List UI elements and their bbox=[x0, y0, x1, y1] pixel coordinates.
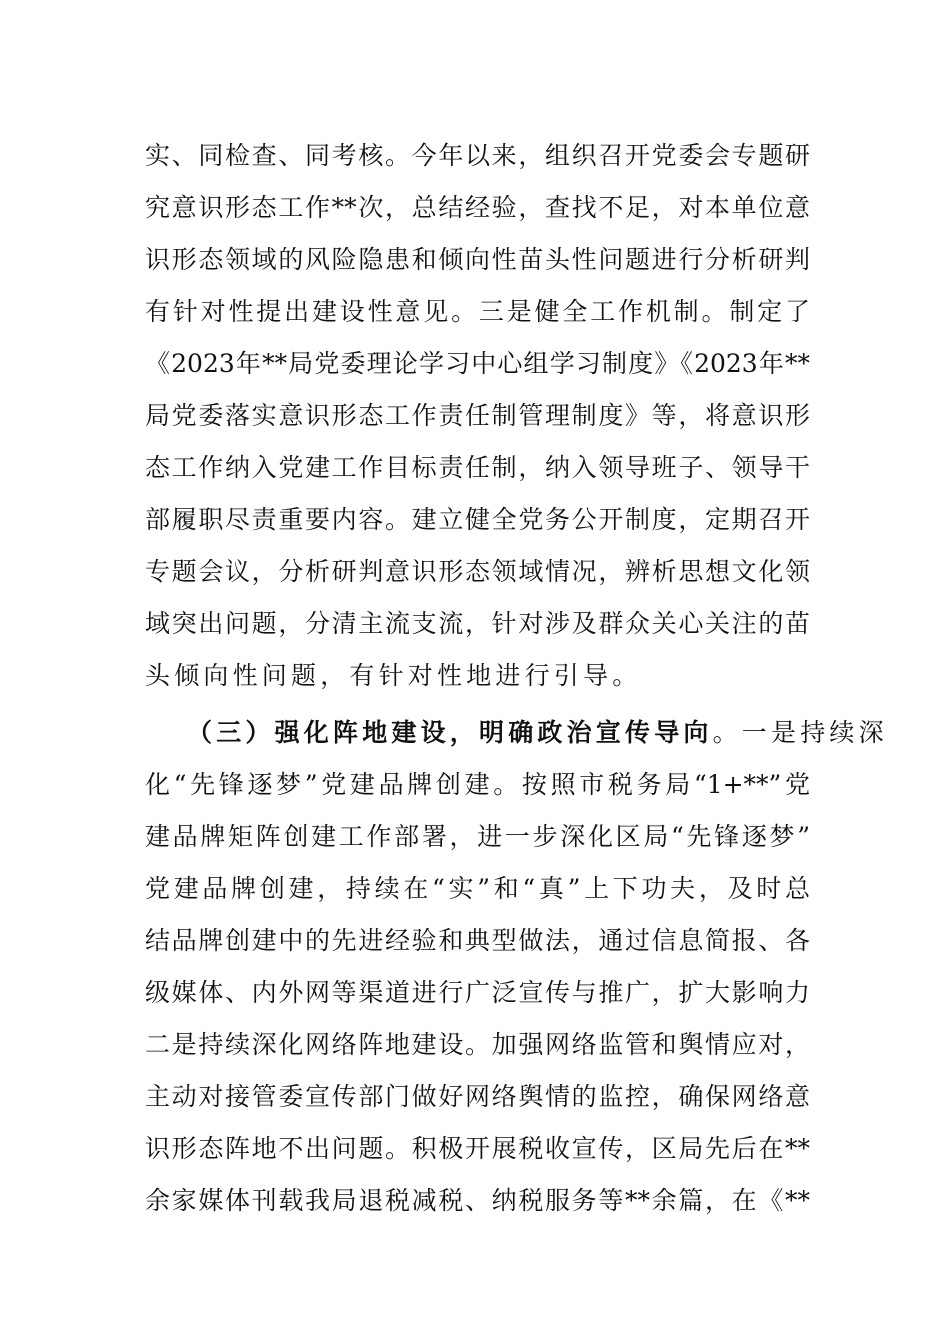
text-line: 识形态阵地不出问题。积极开展税收宣传，区局先后在** bbox=[145, 1134, 810, 1163]
section-heading-line bbox=[145, 707, 888, 759]
text-line: 部履职尽责重要内容。建立健全党务公开制度，定期召开 bbox=[145, 505, 810, 534]
section-heading: （三）强化阵地建设，明确政治宣传导向 bbox=[187, 718, 713, 747]
text-line: 域突出问题，分清主流支流，针对涉及群众关心关注的苗 bbox=[145, 609, 810, 638]
text-line: 《2023年**局党委理论学习中心组学习制度》《2023年** bbox=[145, 349, 810, 378]
text-line: 级媒体、内外网等渠道进行广泛宣传与推广，扩大影响力 bbox=[145, 978, 810, 1007]
text-line: 党建品牌创建，持续在“实”和“真”上下功夫，及时总 bbox=[145, 874, 810, 903]
text-line: 化“先锋逐梦”党建品牌创建。按照市税务局“1+**”党 bbox=[145, 770, 810, 799]
text-line: 余家媒体刊载我局退税减税、纳税服务等**余篇，在《** bbox=[145, 1186, 810, 1215]
text-line: 识形态领域的风险隐患和倾向性苗头性问题进行分析研判 bbox=[145, 245, 810, 274]
text-line: 实、同检查、同考核。今年以来，组织召开党委会专题研 bbox=[145, 141, 810, 170]
paragraph-position-building bbox=[145, 707, 888, 1227]
text-line: 有针对性提出建设性意见。三是健全工作机制。制定了 bbox=[145, 297, 810, 326]
text-line: 专题会议，分析研判意识形态领域情况，辨析思想文化领 bbox=[145, 557, 810, 586]
text-line: 结品牌创建中的先进经验和典型做法，通过信息简报、各 bbox=[145, 926, 810, 955]
text-line: 究意识形态工作**次，总结经验，查找不足，对本单位意 bbox=[145, 193, 810, 222]
text-line: 建品牌矩阵创建工作部署，进一步深化区局“先锋逐梦” bbox=[145, 822, 810, 851]
text-line-last: 头倾向性问题，有针对性地进行引导。 bbox=[145, 661, 642, 690]
text-line: 态工作纳入党建工作目标责任制，纳入领导班子、领导干 bbox=[145, 453, 810, 482]
paragraph-ideology-work bbox=[145, 130, 810, 702]
document-body bbox=[145, 130, 888, 1227]
text-line: 二是持续深化网络阵地建设。加强网络监管和舆情应对， bbox=[145, 1030, 810, 1059]
text-line: 主动对接管委宣传部门做好网络舆情的监控，确保网络意 bbox=[145, 1082, 810, 1111]
section-heading-tail: 。一是持续深 bbox=[712, 718, 888, 747]
text-line: 局党委落实意识形态工作责任制管理制度》等，将意识形 bbox=[145, 401, 810, 430]
